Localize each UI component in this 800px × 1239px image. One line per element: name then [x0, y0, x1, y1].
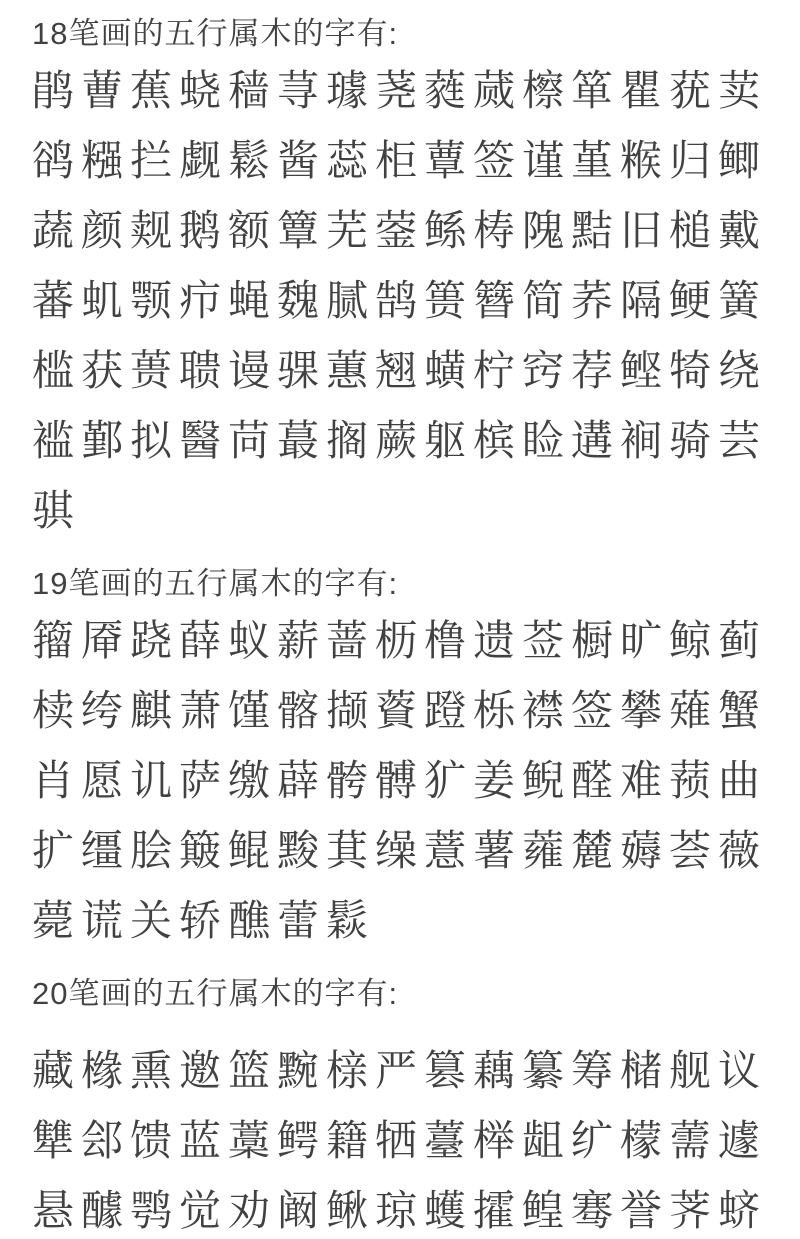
- character: 觌: [130, 207, 173, 254]
- character: 签: [473, 137, 516, 184]
- character: 藕: [473, 1047, 516, 1094]
- character-row: [32, 126, 800, 196]
- character-row: [32, 406, 800, 476]
- section-rows-18-strokes-wood: [32, 56, 800, 546]
- character: 厣: [81, 617, 124, 664]
- character: 苘: [228, 417, 271, 464]
- character: 薜: [277, 757, 320, 804]
- section-heading-19-strokes-wood: 19笔画的五行属木的字有:: [32, 566, 399, 601]
- character: 蛴: [718, 1187, 761, 1234]
- character-row: [32, 816, 800, 886]
- character: 攀: [620, 687, 663, 734]
- character: 蓟: [718, 617, 761, 664]
- character: 鲧: [424, 207, 467, 254]
- character: 裥: [620, 417, 663, 464]
- character: 遘: [571, 417, 614, 464]
- character: 魏: [277, 277, 320, 324]
- character: 蕃: [32, 277, 75, 324]
- character: 蕉: [130, 67, 173, 114]
- character: 篑: [424, 277, 467, 324]
- character: 旷: [620, 617, 663, 664]
- character: 薨: [32, 897, 75, 944]
- character: 邀: [179, 1047, 222, 1094]
- character: 蕊: [326, 137, 369, 184]
- character: 瞿: [620, 67, 663, 114]
- character: 誉: [620, 1187, 663, 1234]
- character: 鲫: [718, 137, 761, 184]
- character: 橱: [571, 617, 614, 664]
- character: 鲵: [522, 757, 565, 804]
- character: 芜: [326, 207, 369, 254]
- character: 篡: [424, 1047, 467, 1094]
- character: 郐: [81, 1117, 124, 1164]
- character: 缰: [81, 827, 124, 874]
- character: 窍: [522, 347, 565, 394]
- character: 牺: [375, 1117, 418, 1164]
- character: 撷: [326, 687, 369, 734]
- character: 藁: [228, 1117, 271, 1164]
- character-row: [32, 886, 800, 956]
- character: 黢: [277, 827, 320, 874]
- character: 醮: [228, 897, 271, 944]
- character: 鲸: [669, 617, 712, 664]
- character: 骑: [669, 417, 712, 464]
- character: 薹: [424, 1117, 467, 1164]
- character: 姜: [473, 757, 516, 804]
- character: 薛: [179, 617, 222, 664]
- character: 躯: [424, 417, 467, 464]
- character: 获: [81, 347, 124, 394]
- character: 龃: [522, 1117, 565, 1164]
- character: 犨: [32, 1117, 75, 1164]
- character: 蓸: [81, 67, 124, 114]
- character: 髆: [375, 757, 418, 804]
- character: 蓥: [375, 207, 418, 254]
- character: 觉: [179, 1187, 222, 1234]
- character-row: [32, 1106, 800, 1176]
- character: 黠: [571, 207, 614, 254]
- character: 荟: [669, 827, 712, 874]
- character-row: [32, 676, 800, 746]
- character: 橹: [424, 617, 467, 664]
- character: 谨: [522, 137, 565, 184]
- character: 轿: [179, 897, 222, 944]
- character-list: [32, 0, 800, 1239]
- character: 戴: [718, 207, 761, 254]
- character: 翘: [375, 347, 418, 394]
- character: 缲: [375, 827, 418, 874]
- character: 薙: [669, 687, 712, 734]
- character: 严: [375, 1047, 418, 1094]
- character: 檫: [522, 67, 565, 114]
- character: 橼: [81, 1047, 124, 1094]
- character: 拦: [130, 137, 173, 184]
- character-row: [32, 56, 800, 126]
- character: 鹄: [375, 277, 418, 324]
- character-row: [32, 746, 800, 816]
- character: 簟: [277, 207, 320, 254]
- character: 荠: [669, 1187, 712, 1234]
- character: 荨: [277, 67, 320, 114]
- character: 蔬: [32, 207, 75, 254]
- character: 簧: [718, 277, 761, 324]
- character: 纩: [571, 1117, 614, 1164]
- character-row: [32, 266, 800, 336]
- character: 槠: [620, 1047, 663, 1094]
- character: 颜: [81, 207, 124, 254]
- character-row: [32, 1176, 800, 1239]
- character: 榇: [326, 1047, 369, 1094]
- character: 荞: [571, 277, 614, 324]
- character: 槌: [669, 207, 712, 254]
- character: 隔: [620, 277, 663, 324]
- character: 柠: [473, 347, 516, 394]
- character: 薏: [424, 827, 467, 874]
- character: 觑: [179, 137, 222, 184]
- section-rows-20-strokes-wood: [32, 1036, 800, 1239]
- character: 蕈: [424, 137, 467, 184]
- character: 琼: [375, 1187, 418, 1234]
- character: 堇: [571, 137, 614, 184]
- character: 鹃: [32, 67, 75, 114]
- character: 虮: [81, 277, 124, 324]
- character: 糨: [81, 137, 124, 184]
- character: 绕: [718, 347, 761, 394]
- character: 槛: [32, 347, 75, 394]
- character: 蕹: [522, 827, 565, 874]
- character: 犷: [424, 757, 467, 804]
- character: 遗: [473, 617, 516, 664]
- character: 椟: [32, 687, 75, 734]
- character: 蕙: [326, 347, 369, 394]
- character: 薷: [669, 1117, 712, 1164]
- character: 萁: [326, 827, 369, 874]
- character: 蓣: [669, 757, 712, 804]
- character: 褴: [32, 417, 75, 464]
- character: 莸: [669, 67, 712, 114]
- character: 薇: [718, 827, 761, 874]
- character: 鄞: [81, 417, 124, 464]
- character-row: [32, 606, 800, 676]
- character: 籍: [326, 1117, 369, 1164]
- character: 腻: [326, 277, 369, 324]
- character: 归: [669, 137, 712, 184]
- character: 难: [620, 757, 663, 804]
- character: 额: [228, 207, 271, 254]
- character: 蛲: [179, 67, 222, 114]
- character: 荛: [375, 67, 418, 114]
- character: 枥: [375, 617, 418, 664]
- character: 麒: [130, 687, 173, 734]
- character: 疖: [179, 277, 222, 324]
- character: 曲: [718, 757, 761, 804]
- character: 璩: [326, 67, 369, 114]
- character: 议: [718, 1047, 761, 1094]
- section-heading-20-strokes-wood: 20笔画的五行属木的字有:: [32, 976, 399, 1011]
- character: 舰: [669, 1047, 712, 1094]
- character: 扩: [32, 827, 75, 874]
- character: 骒: [277, 347, 320, 394]
- character: 脍: [130, 827, 173, 874]
- character: 纂: [522, 1047, 565, 1094]
- character: 襟: [522, 687, 565, 734]
- section-heading-18-strokes-wood: 18笔画的五行属木的字有:: [32, 16, 399, 51]
- character: 鬆: [228, 137, 271, 184]
- character: 阚: [277, 1187, 320, 1234]
- character: 槟: [473, 417, 516, 464]
- character: 薋: [375, 687, 418, 734]
- character: 栎: [473, 687, 516, 734]
- character: 鲠: [669, 277, 712, 324]
- character: 蠖: [424, 1187, 467, 1234]
- character: 薅: [620, 827, 663, 874]
- character: 芸: [718, 417, 761, 464]
- character: 跷: [130, 617, 173, 664]
- character: 蓝: [179, 1117, 222, 1164]
- character: 蟹: [718, 687, 761, 734]
- character: 醵: [81, 1187, 124, 1234]
- character: 馈: [130, 1117, 173, 1164]
- character: 鲲: [228, 827, 271, 874]
- character: 隗: [522, 207, 565, 254]
- character: 蕨: [375, 417, 418, 464]
- character: 蕾: [277, 897, 320, 944]
- character: 骻: [326, 757, 369, 804]
- character: 谩: [228, 347, 271, 394]
- character: 谎: [81, 897, 124, 944]
- character: 薯: [473, 827, 516, 874]
- character: 檬: [620, 1117, 663, 1164]
- character: 遽: [718, 1117, 761, 1164]
- character: 关: [130, 897, 173, 944]
- character: 蕤: [424, 67, 467, 114]
- character-row: [32, 1036, 800, 1106]
- character: 萨: [179, 757, 222, 804]
- character: 聩: [179, 347, 222, 394]
- character: 熏: [130, 1047, 173, 1094]
- character: 鹆: [32, 137, 75, 184]
- character: 鲣: [620, 347, 663, 394]
- character: 醛: [571, 757, 614, 804]
- character-row: [32, 336, 800, 406]
- character: 梼: [473, 207, 516, 254]
- character: 穑: [228, 67, 271, 114]
- character: 蹬: [424, 687, 467, 734]
- character: 蔷: [326, 617, 369, 664]
- character: 鳅: [326, 1187, 369, 1234]
- character: 籀: [32, 617, 75, 664]
- character: 搁: [326, 417, 369, 464]
- character: 骞: [571, 1187, 614, 1234]
- character: 鹗: [130, 1187, 173, 1234]
- character: 劝: [228, 1187, 271, 1234]
- character: 拟: [130, 417, 173, 464]
- character: 蟥: [424, 347, 467, 394]
- character: 鳇: [522, 1187, 565, 1234]
- character: 鬏: [326, 897, 369, 944]
- character: 蒇: [473, 67, 516, 114]
- character: 旧: [620, 207, 663, 254]
- character: 酱: [277, 137, 320, 184]
- character: 蝇: [228, 277, 271, 324]
- character: 荐: [571, 347, 614, 394]
- character: 荬: [718, 67, 761, 114]
- character: 鳄: [277, 1117, 320, 1164]
- character: 鹅: [179, 207, 222, 254]
- character: 榉: [473, 1117, 516, 1164]
- character-row: [32, 476, 800, 546]
- character: 筹: [571, 1047, 614, 1094]
- character: 悬: [32, 1187, 75, 1234]
- character: 签: [571, 687, 614, 734]
- character: 攉: [473, 1187, 516, 1234]
- character: 犄: [669, 347, 712, 394]
- character-row: [32, 196, 800, 266]
- character: 箪: [571, 67, 614, 114]
- character: 藏: [32, 1047, 75, 1094]
- character: 骐: [32, 487, 75, 534]
- character: 黦: [277, 1047, 320, 1094]
- character: 愿: [81, 757, 124, 804]
- character: 醫: [179, 417, 222, 464]
- character: 麓: [571, 827, 614, 874]
- character: 篮: [228, 1047, 271, 1094]
- character: 蚁: [228, 617, 271, 664]
- character: 柜: [375, 137, 418, 184]
- character: 簪: [473, 277, 516, 324]
- character: 莶: [522, 617, 565, 664]
- character: 髂: [277, 687, 320, 734]
- character: 缴: [228, 757, 271, 804]
- character: 馑: [228, 687, 271, 734]
- character: 颚: [130, 277, 173, 324]
- character: 肖: [32, 757, 75, 804]
- character: 薪: [277, 617, 320, 664]
- character: 糇: [620, 137, 663, 184]
- character: 簸: [179, 827, 222, 874]
- character: 睑: [522, 417, 565, 464]
- section-rows-19-strokes-wood: [32, 606, 800, 956]
- character: 绔: [81, 687, 124, 734]
- character: 蒉: [130, 347, 173, 394]
- character: 简: [522, 277, 565, 324]
- character: 讥: [130, 757, 173, 804]
- character: 蕞: [277, 417, 320, 464]
- character: 萧: [179, 687, 222, 734]
